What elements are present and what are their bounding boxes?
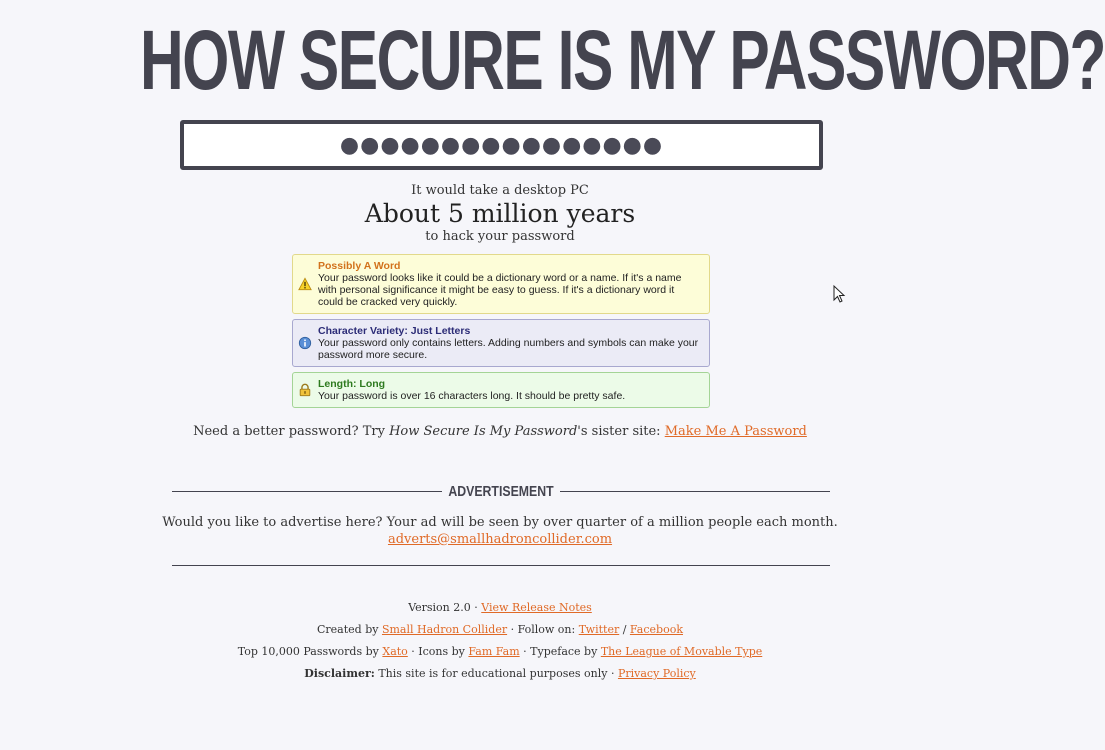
follow-on-text: · Follow on: bbox=[507, 623, 579, 636]
check-title: Character Variety: Just Letters bbox=[318, 325, 471, 337]
created-by-text: Created by bbox=[317, 623, 382, 636]
footer-version-row bbox=[0, 597, 1000, 619]
icons-by-text: · Icons by bbox=[407, 645, 469, 658]
check-text: Your password looks like it could be a dictionary word or a name. If it's a name with personal significance it might be easy to guess. If it's a dictionary word it could be cracked very quickly. bbox=[318, 272, 682, 308]
sister-text-after: 's sister site: bbox=[577, 424, 665, 439]
top-passwords-text: Top 10,000 Passwords by bbox=[237, 645, 383, 658]
sister-text-before: Need a better password? Try bbox=[193, 424, 390, 439]
advertisement-body bbox=[0, 514, 1000, 548]
password-input[interactable] bbox=[184, 124, 819, 166]
xato-link[interactable]: Xato bbox=[382, 645, 408, 658]
creator-link[interactable]: Small Hadron Collider bbox=[381, 623, 508, 636]
footer-disclaimer-row bbox=[0, 663, 1000, 685]
warning-icon bbox=[298, 277, 312, 291]
facebook-link[interactable]: Facebook bbox=[629, 623, 683, 636]
advertisement-label: ADVERTISEMENT bbox=[448, 483, 554, 500]
mouse-cursor-icon bbox=[833, 285, 845, 303]
footer bbox=[0, 597, 1000, 685]
check-text: Your password only contains letters. Adding numbers and symbols can make your password more secure. bbox=[318, 337, 699, 361]
check-text: Your password is over 16 characters long. It should be pretty safe. bbox=[318, 390, 626, 402]
adverts-email-link[interactable]: adverts@smallhadroncollider.com bbox=[387, 532, 613, 547]
check-character-variety bbox=[292, 319, 710, 367]
check-title: Length: Long bbox=[318, 378, 386, 390]
typeface-by-text: · Typeface by bbox=[519, 645, 601, 658]
famfam-link[interactable]: Fam Fam bbox=[468, 645, 520, 658]
footer-credits-row bbox=[0, 619, 1000, 641]
privacy-policy-link[interactable]: Privacy Policy bbox=[617, 667, 696, 680]
result-time: About 5 million years bbox=[364, 199, 636, 228]
advertisement-text: Would you like to advertise here? Your ad will be seen by over quarter of a million people each month. bbox=[162, 515, 838, 530]
release-notes-link[interactable]: View Release Notes bbox=[481, 601, 592, 614]
check-length bbox=[292, 372, 710, 408]
footer-attribution-row bbox=[0, 641, 1000, 663]
disclaimer-label: Disclaimer: bbox=[304, 667, 375, 680]
check-title: Possibly A Word bbox=[318, 260, 401, 272]
disclaimer-text: This site is for educational purposes only · bbox=[374, 667, 618, 680]
advertisement-heading bbox=[172, 482, 830, 502]
divider bbox=[560, 491, 830, 492]
league-link[interactable]: The League of Movable Type bbox=[600, 645, 763, 658]
sister-site-note bbox=[0, 424, 1000, 439]
result-prefix: It would take a desktop PC bbox=[411, 183, 589, 198]
sister-site-name: How Secure Is My Password bbox=[389, 424, 578, 439]
checks-list bbox=[292, 254, 710, 413]
lock-icon bbox=[298, 383, 312, 397]
check-possibly-a-word bbox=[292, 254, 710, 314]
twitter-link[interactable]: Twitter bbox=[578, 623, 620, 636]
crack-time-result bbox=[0, 182, 1000, 246]
slash-text: / bbox=[619, 623, 630, 636]
make-me-a-password-link[interactable]: Make Me A Password bbox=[664, 424, 807, 439]
info-icon bbox=[298, 336, 312, 350]
password-field-frame bbox=[180, 120, 823, 170]
result-suffix: to hack your password bbox=[425, 229, 575, 244]
page-title: HOW SECURE IS MY PASSWORD? bbox=[140, 13, 1105, 107]
divider bbox=[172, 565, 830, 566]
version-text: Version 2.0 · bbox=[408, 601, 482, 614]
